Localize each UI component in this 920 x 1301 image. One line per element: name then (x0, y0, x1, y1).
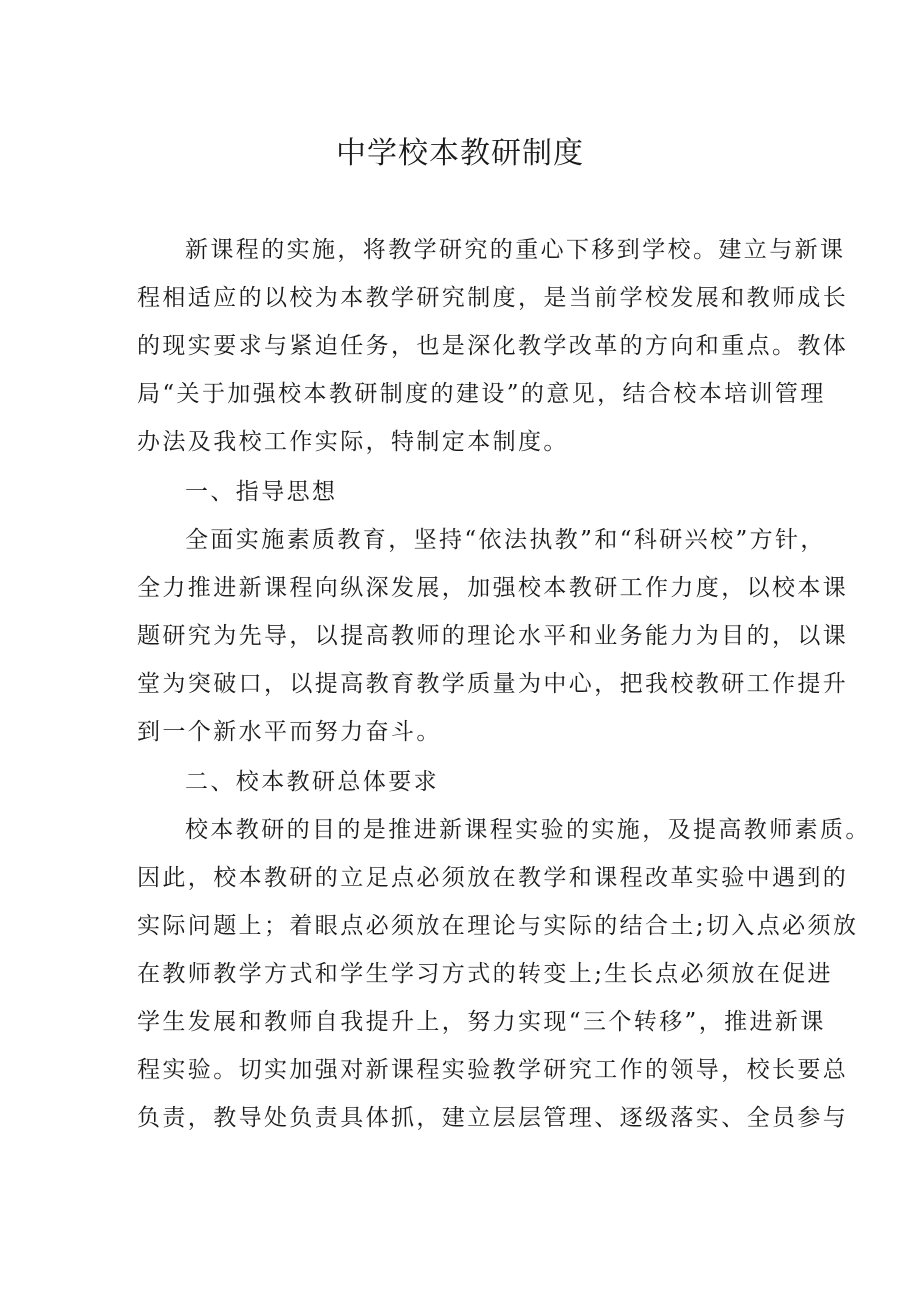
paragraph-line: 全力推进新课程向纵深发展，加强校本教研工作力度，以校本课 (137, 575, 849, 601)
paragraph-line: 局“关于加强校本教研制度的建设”的意见，结合校本培训管理 (137, 381, 826, 407)
paragraph-line: 办法及我校工作实际，特制定本制度。 (137, 429, 569, 455)
paragraph-line: 新课程的实施，将教学研究的重心下移到学校。建立与新课 (185, 237, 846, 263)
paragraph-line: 全面实施素质教育，坚持“依法执教”和“科研兴校”方针， (185, 527, 826, 553)
paragraph-line: 到一个新水平而努力奋斗。 (137, 719, 442, 745)
paragraph-line: 学生发展和教师自我提升上，努力实现“三个转移”，推进新课 (137, 1009, 826, 1035)
paragraph-line: 程相适应的以校为本教学研究制度，是当前学校发展和教师成长 (137, 285, 849, 311)
paragraph-line: 的现实要求与紧迫任务，也是深化教学改革的方向和重点。教体 (137, 333, 849, 359)
paragraph-line: 负责，教导处负责具体抓，建立层层管理、逐级落实、全员参与 (137, 1105, 849, 1131)
document-title: 中学校本教研制度 (336, 136, 584, 171)
paragraph-line: 在教师教学方式和学生学习方式的转变上;生长点必须放在促进 (137, 961, 833, 987)
paragraph-line: 程实验。切实加强对新课程实验教学研究工作的领导，校长要总 (137, 1057, 849, 1083)
section-heading-overall-requirements: 二、校本教研总体要求 (185, 769, 439, 795)
paragraph-line: 因此，校本教研的立足点必须放在教学和课程改革实验中遇到的 (137, 865, 849, 891)
section-heading-guiding-ideology: 一、指导思想 (185, 479, 338, 505)
paragraph-line: 堂为突破口，以提高教育教学质量为中心，把我校教研工作提升 (137, 671, 849, 697)
paragraph-line: 校本教研的目的是推进新课程实验的实施，及提高教师素质。 (185, 817, 871, 843)
paragraph-line: 题研究为先导，以提高教师的理论水平和业务能力为目的，以课 (137, 623, 849, 649)
paragraph-line: 实际问题上；着眼点必须放在理论与实际的结合土;切入点必须放 (137, 913, 859, 939)
